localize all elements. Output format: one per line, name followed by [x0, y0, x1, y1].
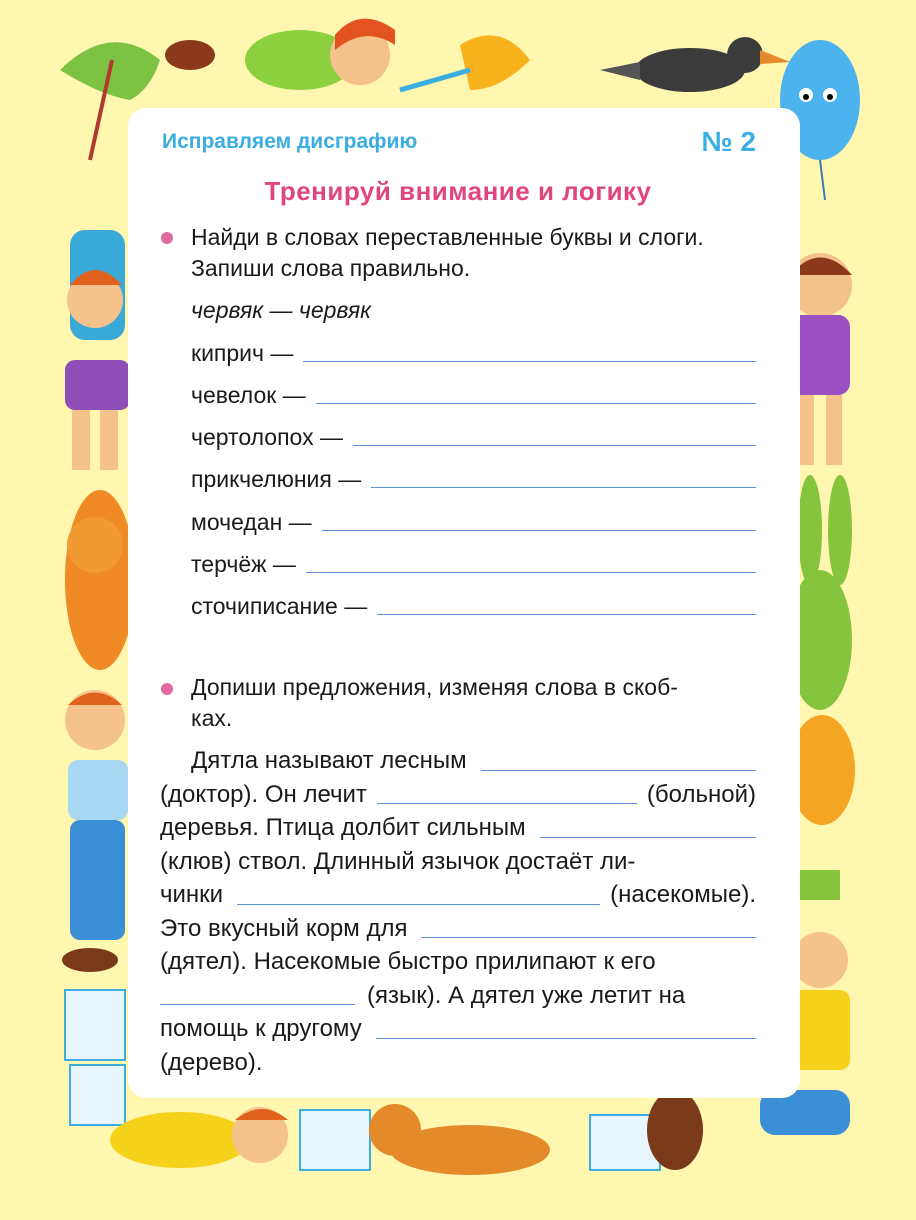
- word-row: [191, 588, 756, 620]
- cat-left-illustration: [65, 490, 135, 670]
- series-title: Исправляем дисграфию: [162, 130, 418, 153]
- story-line: (насекомые).: [610, 881, 756, 908]
- scrambled-word: киприч —: [191, 340, 294, 366]
- crow-illustration: [600, 37, 790, 92]
- answer-line[interactable]: [353, 445, 756, 446]
- task1-example: [191, 292, 756, 324]
- page-title: Тренируй внимание и логику: [264, 176, 652, 206]
- word-row: [191, 377, 756, 409]
- scrambled-word: чевелок —: [191, 382, 306, 408]
- story-line: помощь к другому: [160, 1015, 362, 1042]
- book-bottom-illustration: [300, 1110, 370, 1170]
- answer-line[interactable]: [371, 487, 756, 488]
- dog-bottom-illustration: [369, 1104, 550, 1175]
- story-line: (язык). А дятел уже летит на: [367, 981, 686, 1009]
- word-row: [191, 335, 756, 367]
- umbrella-middle-illustration: [400, 35, 530, 90]
- word-row: [191, 546, 756, 578]
- books-left-illustration: [65, 990, 125, 1125]
- girl-top-illustration: [165, 19, 395, 90]
- answer-line[interactable]: [540, 837, 756, 838]
- story-line: Это вкусный корм для: [160, 914, 408, 942]
- task2-instruction-line1: Допиши предложения, изменяя слова в скоб-: [191, 674, 678, 700]
- answer-line[interactable]: [322, 530, 756, 531]
- answer-line[interactable]: [377, 803, 637, 804]
- story-line: (больной): [646, 780, 756, 808]
- answer-line[interactable]: [306, 572, 756, 573]
- word-row: [191, 419, 756, 451]
- story-line: (доктор). Он лечит: [160, 780, 367, 808]
- answer-line[interactable]: [421, 937, 756, 938]
- answer-line[interactable]: [160, 1004, 355, 1005]
- story-line: Дятла называют лесным: [191, 747, 467, 774]
- task1-bullet: [161, 232, 173, 244]
- book-bottom-right-illustration: [590, 1090, 703, 1170]
- boy-bottom-illustration: [110, 1107, 288, 1168]
- task2-bullet: [161, 683, 173, 695]
- answer-line[interactable]: [376, 1038, 756, 1039]
- story-line: чинки: [160, 881, 224, 908]
- scrambled-word: чертолопох —: [191, 424, 343, 450]
- story-line: (клюв) ствол. Длинный язычок достаёт ли-: [160, 847, 636, 875]
- example-text: червяк — червяк: [191, 297, 372, 323]
- answer-line[interactable]: [237, 904, 600, 905]
- task2-instruction: [191, 672, 761, 734]
- scrambled-word: мочедан —: [191, 509, 312, 535]
- story-line: деревья. Птица долбит сильным: [160, 814, 526, 841]
- task2-instruction-line2: ках.: [191, 705, 233, 731]
- answer-line[interactable]: [377, 614, 756, 615]
- story-line: (дерево).: [160, 1048, 263, 1076]
- task1-instruction-line2: Запиши слова правильно.: [191, 255, 471, 281]
- story-line: (дятел). Насекомые быстро прилипают к его: [160, 948, 656, 975]
- scrambled-word: сточиписание —: [191, 593, 368, 619]
- boy-striped-left-illustration: [62, 690, 128, 972]
- task1-instruction-line1: Найди в словах переставленные буквы и слоги.: [191, 224, 704, 250]
- answer-line[interactable]: [316, 403, 756, 404]
- answer-line[interactable]: [303, 361, 756, 362]
- answer-line[interactable]: [481, 770, 756, 771]
- task1-instruction: [191, 222, 761, 284]
- page-number: № 2: [701, 126, 756, 157]
- word-row: [191, 504, 756, 536]
- boy-left-illustration: [65, 230, 130, 470]
- task2-text: [160, 744, 756, 1079]
- word-row: [191, 461, 756, 493]
- scrambled-word: прикчелюния —: [191, 466, 362, 492]
- scrambled-word: терчёж —: [191, 551, 296, 577]
